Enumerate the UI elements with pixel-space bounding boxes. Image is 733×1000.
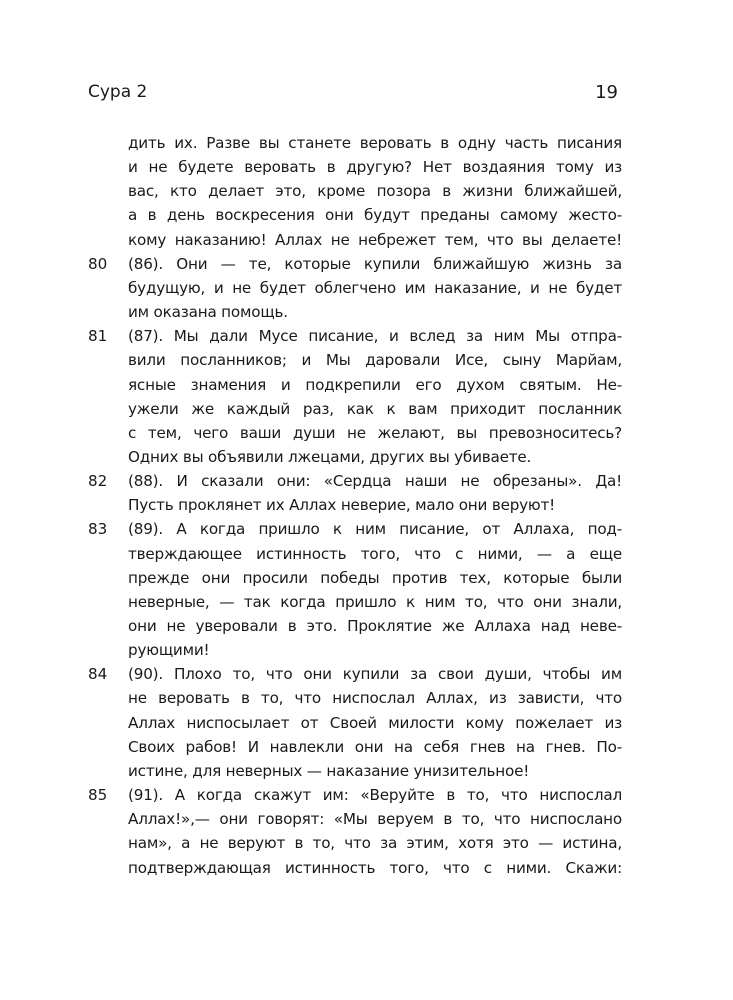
page-number: 19	[595, 82, 618, 103]
verse-number: 85	[88, 786, 108, 805]
text-line: Одних вы объявили лжецами, других вы убиваете.	[128, 447, 532, 466]
text-line: не веровать в то, что ниспослал Аллах, из зависти, что	[128, 689, 622, 708]
text-line: им оказана помощь.	[128, 303, 288, 322]
text-line: с тем, чего ваши души не желают, вы превозноситесь?	[128, 423, 622, 442]
sura-title: Сура 2	[88, 82, 148, 102]
text-line: ужели же каждый раз, как к вам приходит посланник	[128, 399, 622, 418]
text-line: (86). Они — те, которые купили ближайшую жизнь за	[128, 254, 622, 273]
verse-number: 83	[88, 520, 108, 539]
verse-number: 81	[88, 327, 108, 346]
text-line: будущую, и не будет облегчено им наказание, и не будет	[128, 278, 622, 297]
text-line: тверждающее истинность того, что с ними, — а еще	[128, 544, 622, 563]
text-line: вили посланников; и Мы даровали Исе, сыну Марйам,	[128, 351, 622, 370]
text-line: истине, для неверных — наказание унизительное!	[128, 761, 530, 780]
text-line: рующими!	[128, 641, 210, 660]
text-line: и не будете веровать в другую? Нет воздаяния тому из	[128, 158, 622, 177]
text-line: нам», а не веруют в то, что за этим, хотя это — истина,	[128, 834, 622, 853]
text-line: (88). И сказали они: «Сердца наши не обрезаны». Да!	[128, 472, 622, 491]
text-line: вас, кто делает это, кроме позора в жизни ближайшей,	[128, 182, 622, 201]
text-line: Своих рабов! И навлекли они на себя гнев на гнев. По-	[128, 737, 622, 756]
verse-number: 80	[88, 254, 108, 273]
text-line: ясные знамения и подкрепили его духом святым. Не-	[128, 375, 622, 394]
text-line: (87). Мы дали Мусе писание, и вслед за ним Мы отпра-	[128, 327, 622, 346]
text-line: Аллах ниспосылает от Своей милости кому пожелает из	[128, 713, 622, 732]
text-line: кому наказанию! Аллах не небрежет тем, что вы делаете!	[128, 230, 622, 249]
text-line: они не уверовали в это. Проклятие же Аллаха над неве-	[128, 617, 622, 635]
text-line: (89). А когда пришло к ним писание, от Аллаха, под-	[128, 520, 622, 539]
text-line: дить их. Разве вы станете веровать в одну часть писания	[128, 134, 622, 152]
text-line: а в день воскресения они будут преданы самому жесто-	[128, 206, 622, 225]
verse-number: 82	[88, 472, 108, 491]
text-line: подтверждающая истинность того, что с ними. Скажи:	[128, 858, 622, 877]
text-line: прежде они просили победы против тех, которые были	[128, 568, 622, 587]
text-line: Аллах!»,— они говорят: «Мы веруем в то, что ниспослано	[128, 810, 622, 829]
text-line: (90). Плохо то, что они купили за свои души, чтобы им	[128, 665, 622, 684]
running-header	[88, 82, 618, 106]
text-line: Пусть проклянет их Аллах неверие, мало они веруют!	[128, 496, 556, 515]
verse-number: 84	[88, 665, 108, 684]
text-line: (91). А когда скажут им: «Веруйте в то, что ниспослал	[128, 786, 622, 805]
text-line: неверные, — так когда пришло к ним то, что они знали,	[128, 592, 622, 611]
